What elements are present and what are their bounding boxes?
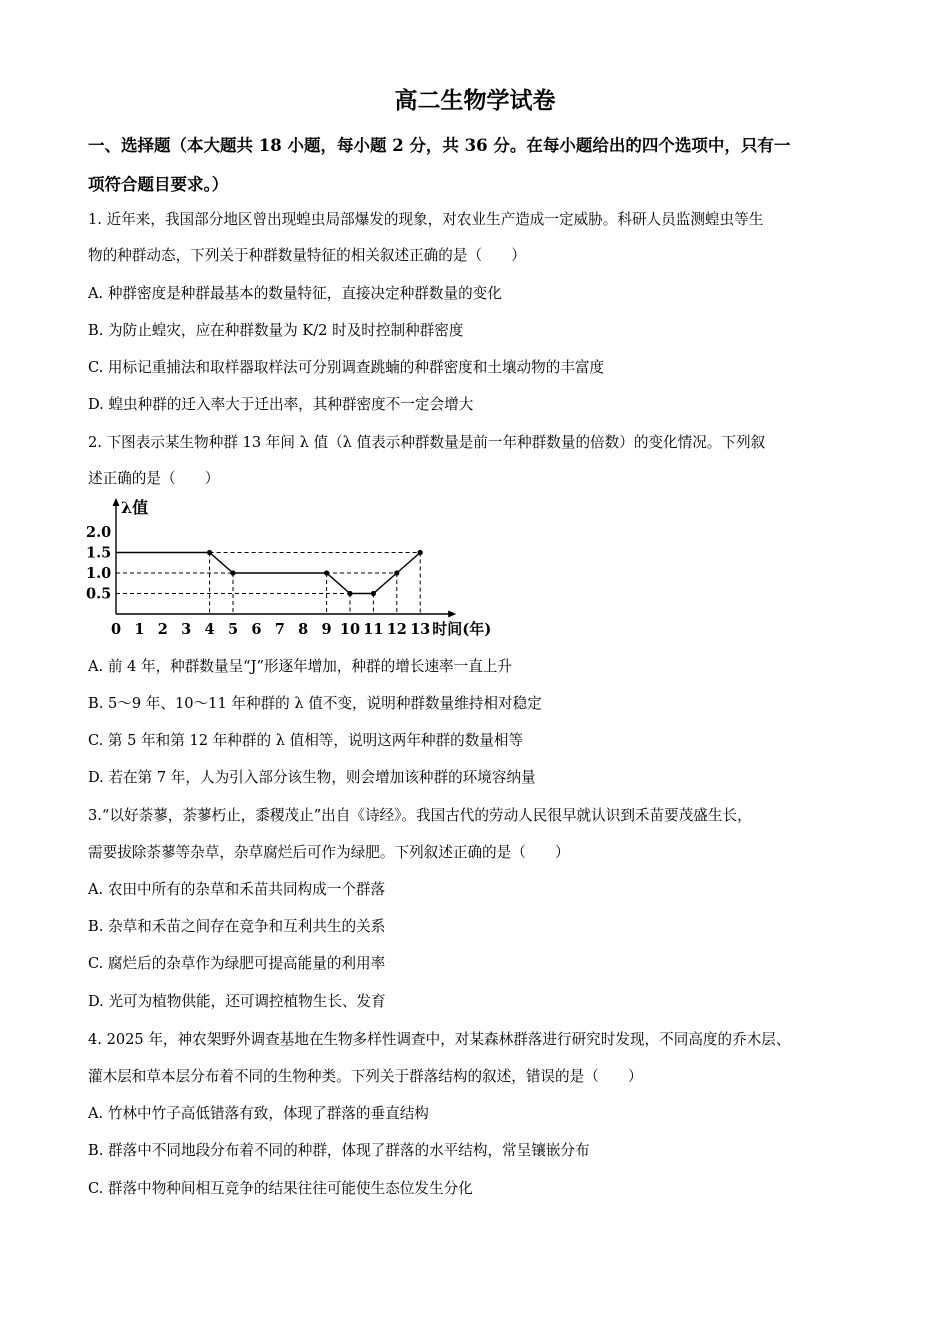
data-point [371,591,376,596]
y-tick-label: 1.0 [86,565,112,582]
q3-option-c: C. 腐烂后的杂草作为绿肥可提高能量的利用率 [88,955,386,972]
x-tick-label: 7 [274,621,285,638]
q3-stem-line-2: 需要拔除荼蓼等杂草，杂草腐烂后可作为绿肥。下列叙述正确的是（ ） [88,844,570,861]
q3-option-d: D. 光可为植物供能，还可调控植物生长、发育 [88,993,386,1010]
x-axis-arrow [448,611,456,618]
y-tick-label: 1.5 [86,544,112,562]
x-tick-label: 5 [227,621,239,638]
q3-stem-line-1: 3.“以好荼蓼，荼蓼朽止，黍稷茂止”出自《诗经》。我国古代的劳动人民很早就认识到禾苗要茂盛生长， [88,807,752,824]
q1-option-a: A. 种群密度是种群最基本的数量特征，直接决定种群数量的变化 [88,285,502,302]
x-tick-label: 1 [134,621,145,638]
data-point [394,570,399,575]
data-point [230,570,235,575]
q4-stem-line-1: 4. 2025 年，神农架野外调查基地在生物多样性调查中，对某森林群落进行研究时发现，不同高度的乔木层、 [88,1031,791,1048]
x-tick-label: 8 [298,621,309,638]
q2-option-c: C. 第 5 年和第 12 年种群的 λ 值相等，说明这两年种群的数量相等 [88,732,524,749]
q1-option-b: B. 为防止蝗灾，应在种群数量为 K/2 时及时控制种群密度 [88,322,464,339]
data-point [347,591,352,596]
x-tick-label: 6 [251,621,262,638]
x-tick-label: 3 [181,621,192,638]
q2-option-a: A. 前 4 年，种群数量呈“J”形逐年增加，种群的增长速率一直上升 [88,658,512,675]
q2-option-b: B. 5～9 年、10～11 年种群的 λ 值不变，说明种群数量维持相对稳定 [88,695,542,712]
y-axis-title: λ值 [121,498,149,517]
x-tick-label: 13 [410,621,431,638]
y-tick-label: 2.0 [86,524,112,541]
section-heading-line-1: 一、选择题（本大题共 18 小题，每小题 2 分，共 36 分。在每小题给出的四个选项中，只有一 [88,136,791,155]
page-title: 高二生物学试卷 [394,87,556,114]
q4-option-c: C. 群落中物种间相互竞争的结果往往可能使生态位发生分化 [88,1180,473,1197]
data-point [207,550,212,555]
q2-stem-line-1: 2. 下图表示某生物种群 13 年间 λ 值（λ 值表示种群数量是前一年种群数量的倍数）的变化情况。下列叙 [88,434,766,451]
x-tick-label: 4 [204,621,215,638]
q4-stem-line-2: 灌木层和草本层分布着不同的生物种类。下列关于群落结构的叙述，错误的是（ ） [88,1068,643,1085]
x-tick-label: 12 [386,621,407,638]
x-axis-title: 时间(年) [432,620,492,638]
x-tick-label: 10 [339,621,361,638]
q2-stem-line-2: 述正确的是（ ） [88,470,220,487]
data-point [324,570,329,575]
x-tick-label: 2 [157,621,168,638]
q3-option-b: B. 杂草和禾苗之间存在竞争和互利共生的关系 [88,918,386,935]
x-tick-label: 0 [110,621,122,638]
y-axis-arrow [113,498,120,506]
section-heading-line-2: 项符合题目要求。） [88,175,229,194]
q4-option-b: B. 群落中不同地段分布着不同的种群，体现了群落的水平结构，常呈镶嵌分布 [88,1142,590,1159]
q1-option-d: D. 蝗虫种群的迁入率大于迁出率，其种群密度不一定会增大 [88,396,474,413]
lambda-chart [84,494,524,646]
y-tick-label: 0.5 [86,585,112,603]
q1-option-c: C. 用标记重捕法和取样器取样法可分别调查跳蝻的种群密度和土壤动物的丰富度 [88,359,605,376]
data-point [418,550,423,555]
q3-option-a: A. 农田中所有的杂草和禾苗共同构成一个群落 [88,881,386,898]
q4-option-a: A. 竹林中竹子高低错落有致，体现了群落的垂直结构 [88,1105,429,1122]
x-tick-label: 9 [321,621,332,638]
q1-stem-line-2: 物的种群动态，下列关于种群数量特征的相关叙述正确的是（ ） [88,247,526,264]
x-tick-label: 11 [363,621,384,638]
q1-stem-line-1: 1. 近年来，我国部分地区曾出现蝗虫局部爆发的现象，对农业生产造成一定威胁。科研人员监测蝗虫等生 [88,211,764,228]
q2-option-d: D. 若在第 7 年，人为引入部分该生物，则会增加该种群的环境容纳量 [88,769,536,786]
